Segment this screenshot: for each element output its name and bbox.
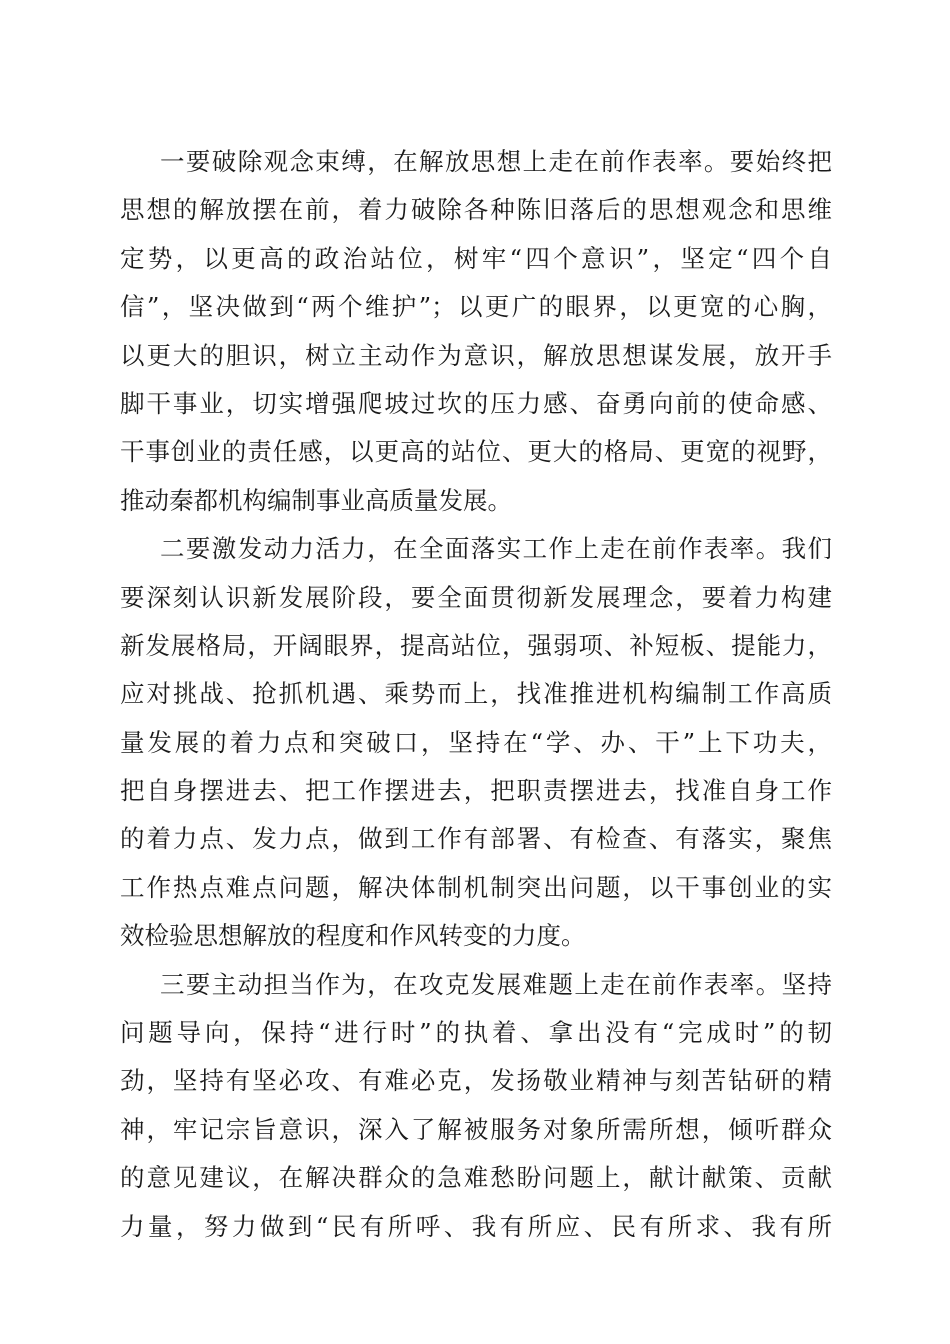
text-line: 神，牢记宗旨意识，深入了解被服务对象所需所想，倾听群众	[120, 1114, 832, 1144]
text-line: 一要破除观念束缚，在解放思想上走在前作表率。要始终把	[160, 147, 832, 176]
body-text	[120, 138, 832, 1251]
text-line: 推动秦都机构编制事业高质量发展。	[120, 485, 512, 515]
text-line: 定势，以更高的政治站位，树牢“四个意识”，坚定“四个自	[120, 243, 832, 273]
text-line: 要深刻认识新发展阶段，要全面贯彻新发展理念，要着力构建	[120, 582, 832, 612]
text-line: 问题导向，保持“进行时”的执着、拿出没有“完成时”的韧	[120, 1018, 832, 1048]
text-line: 劲，坚持有坚必攻、有难必克，发扬敬业精神与刻苦钻研的精	[120, 1066, 832, 1096]
paragraph-3	[120, 961, 832, 1251]
text-line: 把自身摆进去、把工作摆进去，把职责摆进去，找准自身工作	[120, 776, 832, 806]
text-line: 二要激发动力活力，在全面落实工作上走在前作表率。我们	[160, 534, 832, 564]
text-line: 效检验思想解放的程度和作风转变的力度。	[120, 921, 586, 951]
text-line: 力量，努力做到“民有所呼、我有所应、民有所求、我有所	[120, 1211, 832, 1241]
paragraph-1	[120, 138, 832, 525]
text-line: 新发展格局，开阔眼界，提高站位，强弱项、补短板、提能力，	[120, 630, 832, 660]
text-line: 应对挑战、抢抓机遇、乘势而上，找准推进机构编制工作高质	[120, 679, 832, 709]
text-line: 量发展的着力点和突破口，坚持在“学、办、干”上下功夫，	[120, 727, 832, 757]
text-line: 思想的解放摆在前，着力破除各种陈旧落后的思想观念和思维	[120, 195, 832, 225]
text-line: 的着力点、发力点，做到工作有部署、有检查、有落实，聚焦	[120, 824, 832, 854]
text-line: 工作热点难点问题，解决体制机制突出问题，以干事创业的实	[120, 872, 832, 902]
text-line: 干事创业的责任感，以更高的站位、更大的格局、更宽的视野，	[120, 437, 832, 467]
text-line: 三要主动担当作为，在攻克发展难题上走在前作表率。坚持	[160, 969, 832, 999]
text-line: 脚干事业，切实增强爬坡过坎的压力感、奋勇向前的使命感、	[120, 388, 832, 418]
text-line: 以更大的胆识，树立主动作为意识，解放思想谋发展，放开手	[120, 340, 832, 370]
paragraph-2	[120, 525, 832, 961]
text-line: 信”，坚决做到“两个维护”；以更广的眼界，以更宽的心胸，	[120, 292, 832, 322]
text-line: 的意见建议，在解决群众的急难愁盼问题上，献计献策、贡献	[120, 1163, 832, 1193]
